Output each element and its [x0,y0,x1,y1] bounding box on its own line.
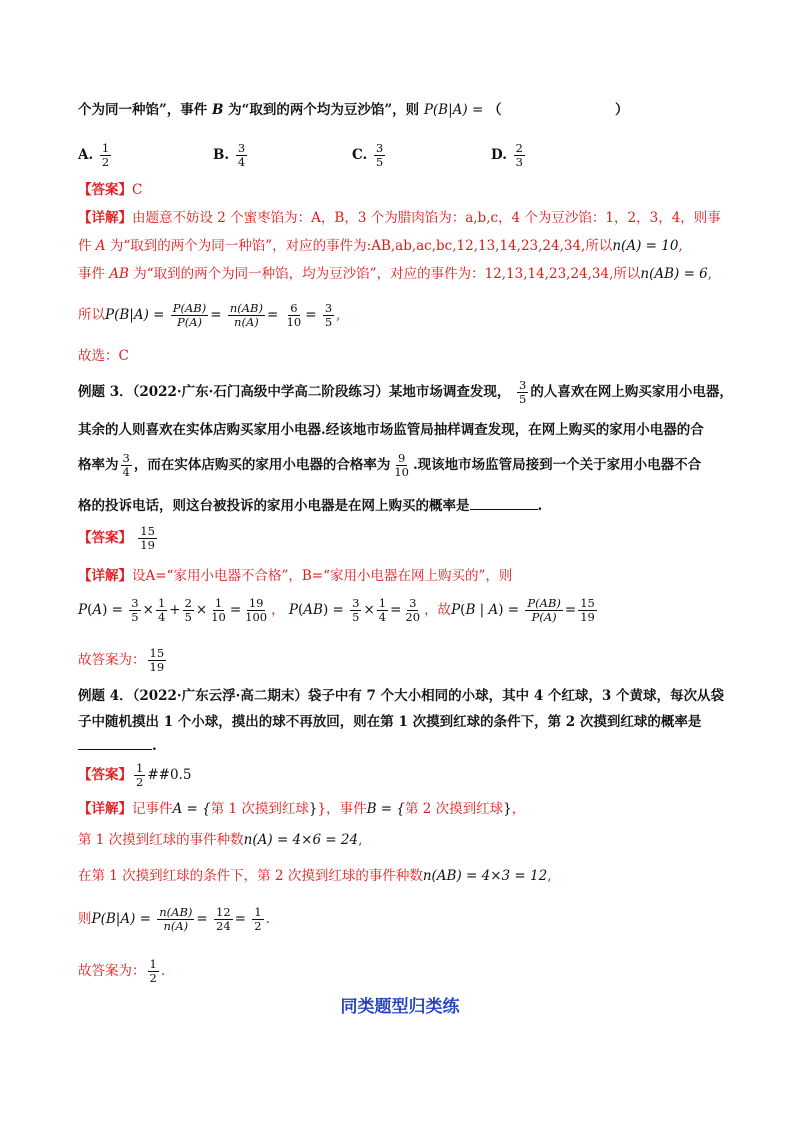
example-3-line-4: 格的投诉电话，则这台被投诉的家用小电器是在网上购买的概率是 . [78,498,543,514]
detail-line-3: 事件 AB 为“取到的两个为同一种馅，均为豆沙馅”，对应的事件为：12,13,14,23,24,34,所以n(AB) = 6, [78,266,713,282]
example-3-conclusion: 故答案为： $\frac{15}{19}$ [78,646,165,674]
example-3-detail-1: 【详解】设A=“家用小电器不合格”，B=“家用小电器在网上购买的”，则 [78,568,513,584]
example-4-line-1: 例题 4．（2022·广东云浮·高二期末）袋子中有 7 个大小相同的小球，其中 4 个红球，3 个黄球，每次从袋 [78,688,725,704]
example-4-line-3: . [78,736,157,756]
detail-line-2: 件 A 为“取到的两个为同一种馅”，对应的事件为:AB,ab,ac,bc,12,13,14,23,24,34,所以n(A) = 10, [78,238,683,254]
example-3-line-3: 格率为 $\frac{3}{4}$ ，而在实体店购买的家用小电器的合格率为 $\frac{9}{10}$ .现该地市场监管局接到一个关于家用小电器不合 [78,451,702,479]
example-3-line-2: 其余的人则喜欢在实体店购买家用小电器.经该地市场监管局抽样调查发现，在网上购买的家用小电器的合 [78,422,704,438]
example-4-conclusion: 故答案为： $\frac{1}{2}$ . [78,957,166,985]
option-a: A. $\frac{1}{2}$ [78,141,110,169]
detail-line-4: 所以P(B|A) = $\frac{P(AB)}{P(A)}$ = $\frac{n(AB)}{n(A)}$ = $\frac{6}{10}$ = $\frac{3}{5}$ , [78,301,341,329]
detail-line-1: 【详解】由题意不妨设 2 个蜜枣馅为：A，B，3 个为腊肉馅为：a,b,c，4 个为豆沙馅：1，2，3，4，则事 [78,210,721,226]
example-3-line-1: 例题 3．（2022·广东·石门高级中学高二阶段练习）某地市场调查发现， $\frac{3}{5}$ 的人喜欢在网上购买家用小电器， [78,378,733,406]
answer-line: 【答案】C [78,182,143,198]
example-4-detail-2: 第 1 次摸到红球的事件种数n(A) = 4×6 = 24, [78,832,363,848]
example-4-line-2: 子中随机摸出 1 个小球，摸出的球不再放回，则在第 1 次摸到红球的条件下，第 2 次摸到红球的概率是 [78,714,702,730]
option-c: C. $\frac{3}{5}$ [352,141,384,169]
example-4-detail-3: 在第 1 次摸到红球的条件下，第 2 次摸到红球的事件种数n(AB) = 4×3 = 12, [78,868,552,884]
question-stem-line: 个为同一种馅”，事件 B 为“取到的两个均为豆沙馅”，则 P(B|A) = （ [78,102,502,118]
example-4-detail-4: 则P(B|A) = $\frac{n(AB)}{n(A)}$ = $\frac{12}{24}$ = $\frac{1}{2}$ . [78,905,270,933]
example-3-detail-2: P(A) = $\frac{3}{5}$ × $\frac{1}{4}$ + $\frac{2}{5}$ × $\frac{1}{10}$ = $\frac{19}{100}$ ， P(AB) = $\frac{3}{5}$ × $\frac{1}{4}$ = $\frac{3}{20}$ ，故P(B | A) = $\frac{P(AB)}{P(A)}$ = $\frac{15}{19}$ [78,596,595,624]
example-4-answer: 【答案】 $\frac{1}{2}$ ##0.5 [78,761,192,789]
option-b: B. $\frac{3}{4}$ [213,141,246,169]
answer-bracket-close: ） [615,102,629,118]
example-4-detail-1: 【详解】记事件A = {第 1 次摸到红球}}，事件B = {第 2 次摸到红球}， [78,801,526,817]
section-heading: 同类题型归类练 [340,997,460,1017]
conclusion-line: 故选：C [78,348,129,364]
example-3-answer: 【答案】 $\frac{15}{19}$ [78,524,155,552]
option-d: D. $\frac{2}{3}$ [491,141,523,169]
